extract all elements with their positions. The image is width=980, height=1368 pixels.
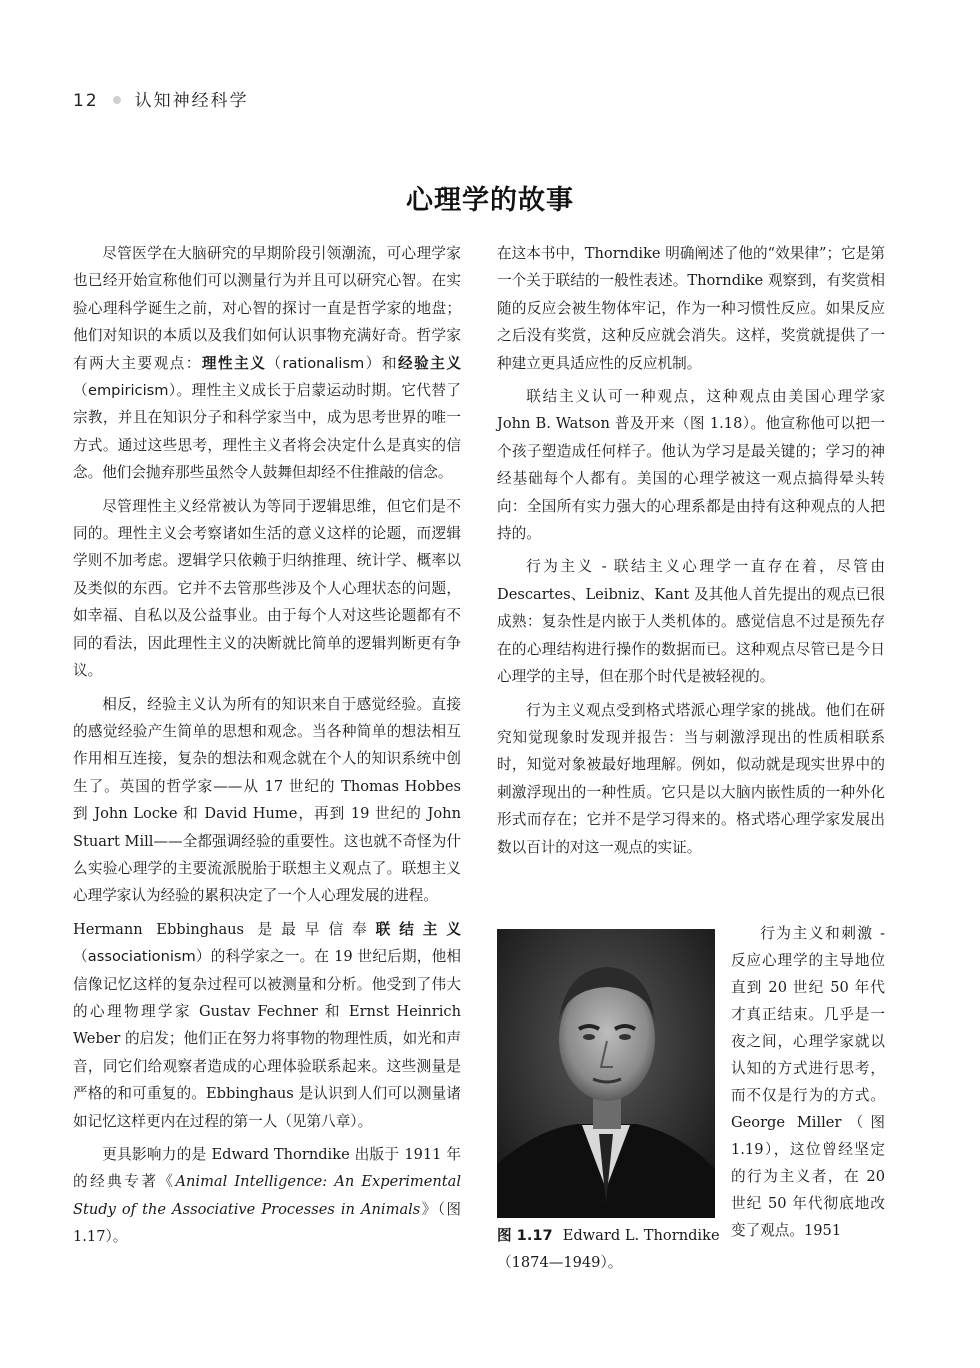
term-associationism-en: （associationism） [73, 948, 211, 966]
figure-label: 图 1.17 [497, 1227, 553, 1244]
wrapped-paragraph-block [731, 920, 885, 1244]
paragraph: 尽管理性主义经常被认为等同于逻辑思维，但它们是不同的。理性主义会考察诸如生活的意义这样的论题，而逻辑学则不加考虑。逻辑学只依赖于归纳推理、统计学、概率以及类似的东西。它并不去管那些涉及个人心理状态的问题，如幸福、自私以及公益事业。由于每个人对这些论题都有不同的看法，因此理性主义的决断就比简单的逻辑判断更有争议。 [73, 497, 461, 680]
section-title: 心理学的故事 [406, 185, 574, 216]
text-run: 》（图 1.17）。 [73, 1200, 461, 1246]
paragraph: 在这本书中，Thorndike 明确阐述了他的“效果律”；它是第一个关于联结的一般性表述。Thorndike 观察到，有奖赏相随的反应会被生物体牢记，作为一种习惯性反应。如果反应之后没有奖赏，这种反应就会消失。这样，奖赏就提供了一种建立更具适应性的反应机制。 [497, 245, 885, 372]
paragraph [73, 1141, 461, 1251]
term-empiricism: 经验主义 [398, 354, 461, 372]
term-empiricism-en: （empiricism） [73, 382, 177, 400]
paragraph: 行为主义观点受到格式塔派心理学家的挑战。他们在研究知觉现象时发现并报告：当与刺激浮现出的性质相联系时，知觉对象被最好地理解。例如，似动就是现实世界中的刺激浮现出的一种性质。它只是以大脑内嵌性质的一种外化形式而存在；它并不是学习得来的。格式塔心理学家发展出数以百计的对这一观点的实证。 [497, 701, 885, 856]
term-rationalism-en: （rationalism） [266, 354, 382, 372]
text-run: 和 [381, 354, 399, 372]
term-rationalism: 理性主义 [201, 354, 267, 372]
header-dot [113, 96, 121, 104]
left-column [73, 240, 461, 1257]
book-title-italic: Animal Intelligence: An Experimental Study of the Associative Processes in Animals [73, 1173, 461, 1218]
running-header [73, 86, 249, 111]
paragraph: 行为主义和刺激 - 反应心理学的主导地位直到 20 世纪 50 年代才真正结束。几乎是一夜之间，心理学家就以认知的方式进行思考，而不仅是行为的方式。George Miller（图 1.19），这位曾经坚定的行为主义者，在 20 世纪 50 年代彻底地改变了观点。1951 [731, 925, 885, 1239]
figure-caption-text: Edward L. Thorndike（1874—1949）。 [497, 1227, 720, 1271]
figure-caption [497, 1222, 722, 1276]
text-run: 更具影响力的是 Edward Thorndike 出版于 1911 年的经典专著《 [73, 1146, 461, 1191]
book-title: 认知神经科学 [134, 91, 249, 111]
portrait-photo [497, 929, 715, 1218]
paragraph: 联结主义认可一种观点，这种观点由美国心理学家 John B. Watson 普及开来（图 1.18）。他宣称他可以把一个孩子塑造成任何样子。他认为学习是最关键的；学习的神经基础每个人都有。美国的心理学被这一观点搞得晕头转向：全国所有实力强大的心理系都是由持有这种观点的人把持的。 [497, 388, 885, 543]
term-associationism: 联结主义 [375, 920, 461, 938]
paragraph [73, 916, 461, 1135]
text-run: 尽管医学在大脑研究的早期阶段引领潮流，可心理学家也已经开始宣称他们可以测量行为并且可以研究心智。在实验心理科学诞生之前，对心智的探讨一直是哲学家的地盘；他们对知识的本质以及我们如何认识事物充满好奇。哲学家有两大主要观点： [73, 245, 461, 372]
paragraph: 相反，经验主义认为所有的知识来自于感觉经验。直接的感觉经验产生简单的思想和观念。当各种简单的想法相互作用相互连接，复杂的想法和观念就在个人的知识系统中创生了。英国的哲学家——从 17 世纪的 Thomas Hobbes 到 John Locke 和 David Hume，再到 19 世纪的 John Stuart Mill——全都强调经验的重要性。这也就不奇怪为什么实验心理学的主要流派脱胎于联想主义观点了。联想主义心理学家认为经验的累积决定了一个人心理发展的进程。 [73, 695, 461, 905]
right-column [497, 240, 885, 867]
text-run: 。理性主义成长于启蒙运动时期。它代替了宗教，并且在知识分子和科学家当中，成为思考世界的唯一方式。通过这些思考，理性主义者将会决定什么是真实的信念。他们会抛弃那些虽然令人鼓舞但却经不住推敲的信念。 [73, 382, 461, 482]
paragraph [73, 240, 461, 487]
page-number: 12 [73, 91, 99, 111]
paragraph: 行为主义 - 联结主义心理学一直存在着，尽管由 Descartes、Leibniz、Kant 及其他人首先提出的观点已很成熟：复杂性是内嵌于人类机体的。感觉信息不过是预先存在的心理结构进行操作的数据而已。这种观点尽管已是今日心理学的主导，但在那个时代是被轻视的。 [497, 558, 885, 686]
text-run: Hermann Ebbinghaus 是最早信奉 [73, 920, 376, 938]
text-run: 的科学家之一。在 19 世纪后期，他相信像记忆这样的复杂过程可以被测量和分析。他受到了伟大的心理物理学家 Gustav Fechner 和 Ernst Heinrich Weber 的启发；他们正在努力将事物的物理性质，如光和声音，同它们给观察者造成的心理体验联系起来。这些测量是严格的和可重复的。Ebbinghaus 是认识到人们可以测量诸如记忆这样更内在过程的第一人（见第八章）。 [73, 948, 461, 1130]
